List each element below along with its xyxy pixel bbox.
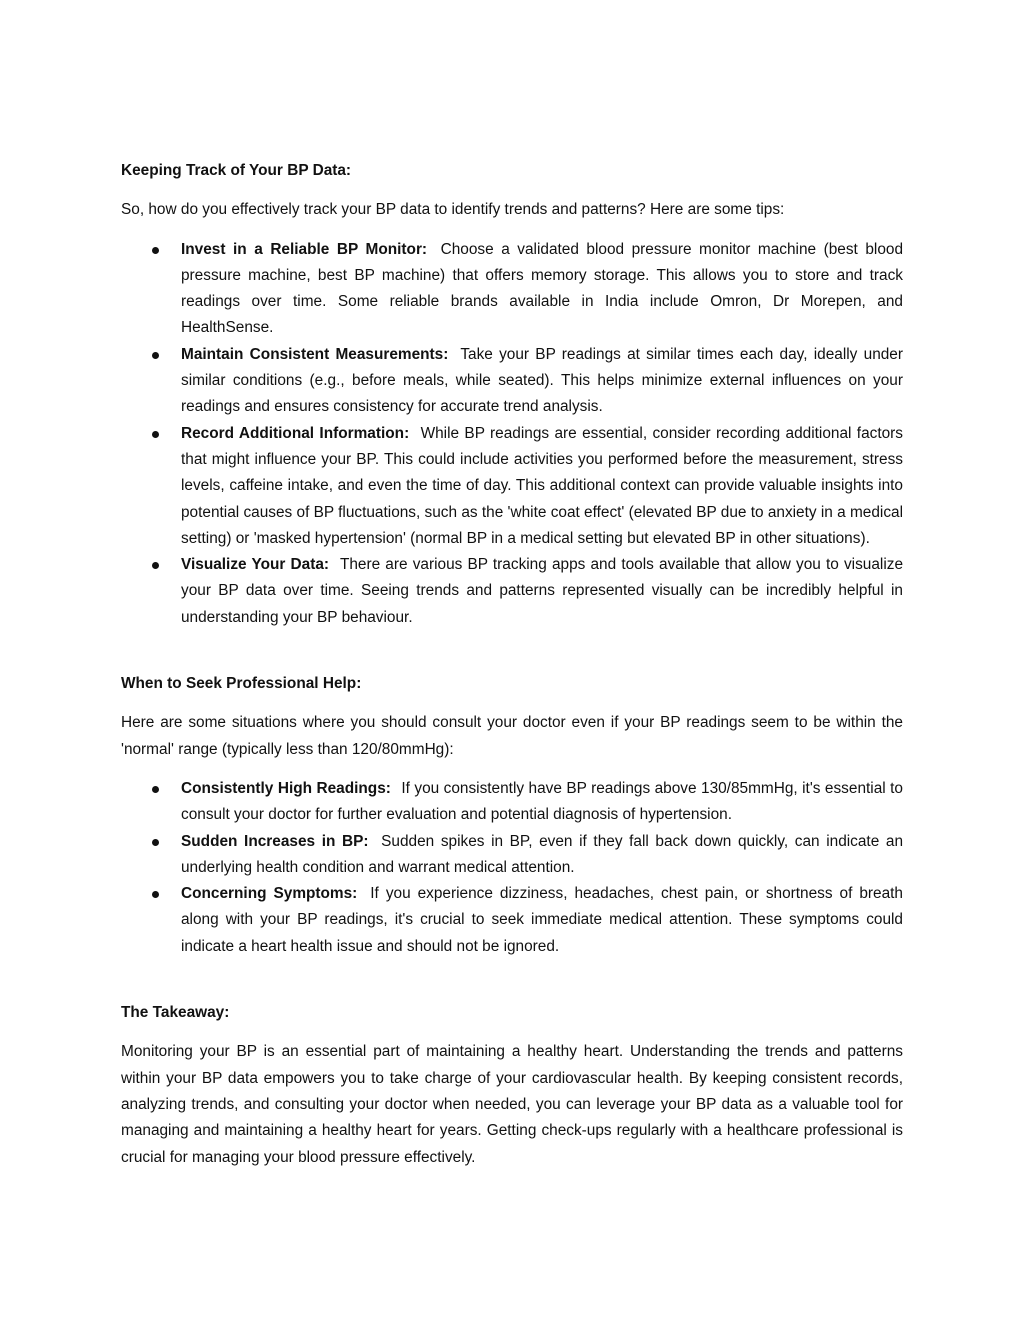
list-item (121, 342, 903, 421)
section-intro-professional-help: Here are some situations where you should consult your doctor even if your BP readings seem to be within the 'normal' range (typically less than 120/80mmHg): (121, 714, 903, 758)
list-item-text: Choose a validated blood pressure monitor machine (best blood pressure machine, best BP machine) that offers memory storage. This allows you to store and track readings over time. Some reliable brands available in India include Omron, Dr Morepen, and HealthSense. (181, 240, 904, 337)
bullet-icon (152, 891, 159, 898)
section-heading-takeaway: The Takeaway: (121, 1004, 230, 1022)
bullet-icon (152, 431, 159, 438)
bullet-icon (152, 786, 159, 793)
list-item-text: Take your BP readings at similar times each day, ideally under similar conditions (e.g., before meals, while seated). This helps minimize external influences on your readings and ensures consistency for accurate trend analysis. (181, 345, 903, 416)
list-item-text: Sudden spikes in BP, even if they fall back down quickly, can indicate an underlying health condition and warrant medical attention. (181, 832, 904, 876)
situations-list (121, 776, 903, 960)
list-item (121, 881, 903, 960)
list-item (121, 776, 903, 829)
bullet-icon (152, 352, 159, 359)
tips-list (121, 237, 903, 631)
list-item (121, 552, 903, 631)
bullet-icon (152, 839, 159, 846)
list-item-term: Record Additional Information: (181, 424, 410, 442)
list-item-term: Consistently High Readings: (181, 779, 391, 797)
list-item-text: While BP readings are essential, consider recording additional factors that might influence your BP. This could include activities you performed before the measurement, stress levels, caffeine intake, and even the time of day. This additional context can provide valuable insights into potential causes of BP fluctuations, such as the 'white coat effect' (elevated BP due to anxiety in a medical setting) or 'masked hypertension' (normal BP in a medical setting but elevated BP in other situations). (181, 424, 903, 547)
list-item-term: Visualize Your Data: (181, 556, 330, 574)
list-item-term: Maintain Consistent Measurements: (181, 345, 449, 363)
section-heading-professional-help: When to Seek Professional Help: (121, 675, 362, 693)
list-item (121, 237, 903, 342)
bullet-icon (152, 247, 159, 254)
list-item-text: If you consistently have BP readings above 130/85mmHg, it's essential to consult your doctor for further evaluation and potential diagnosis of hypertension. (181, 779, 903, 824)
list-item-term: Invest in a Reliable BP Monitor: (181, 240, 428, 258)
list-item-text: There are various BP tracking apps and tools available that allow you to visualize your BP data over time. Seeing trends and patterns represented visually can be incredibly helpful in understanding your BP behaviour. (181, 556, 904, 626)
list-item-text: If you experience dizziness, headaches, chest pain, or shortness of breath along with your BP readings, it's crucial to seek immediate medical attention. These symptoms could indicate a heart health issue and should not be ignored. (181, 885, 903, 955)
list-item (121, 421, 903, 552)
list-item-term: Concerning Symptoms: (181, 885, 358, 903)
section-heading-tracking: Keeping Track of Your BP Data: (121, 162, 352, 179)
list-item (121, 829, 903, 882)
list-item-term: Sudden Increases in BP: (181, 832, 369, 850)
document-page (121, 158, 903, 1171)
section-intro-tracking: So, how do you effectively track your BP data to identify trends and patterns? Here are some tips: (121, 201, 785, 219)
bullet-icon (152, 562, 159, 569)
section-body-takeaway: Monitoring your BP is an essential part of maintaining a healthy heart. Understanding the trends and patterns within your BP data empowers you to take charge of your cardiovascular health. By keeping consistent records, analyzing trends, and consulting your doctor when needed, you can leverage your BP data as a valuable tool for managing and maintaining a healthy heart for years. Getting check-ups regularly with a healthcare professional is crucial for managing your blood pressure effectively. (121, 1043, 903, 1166)
